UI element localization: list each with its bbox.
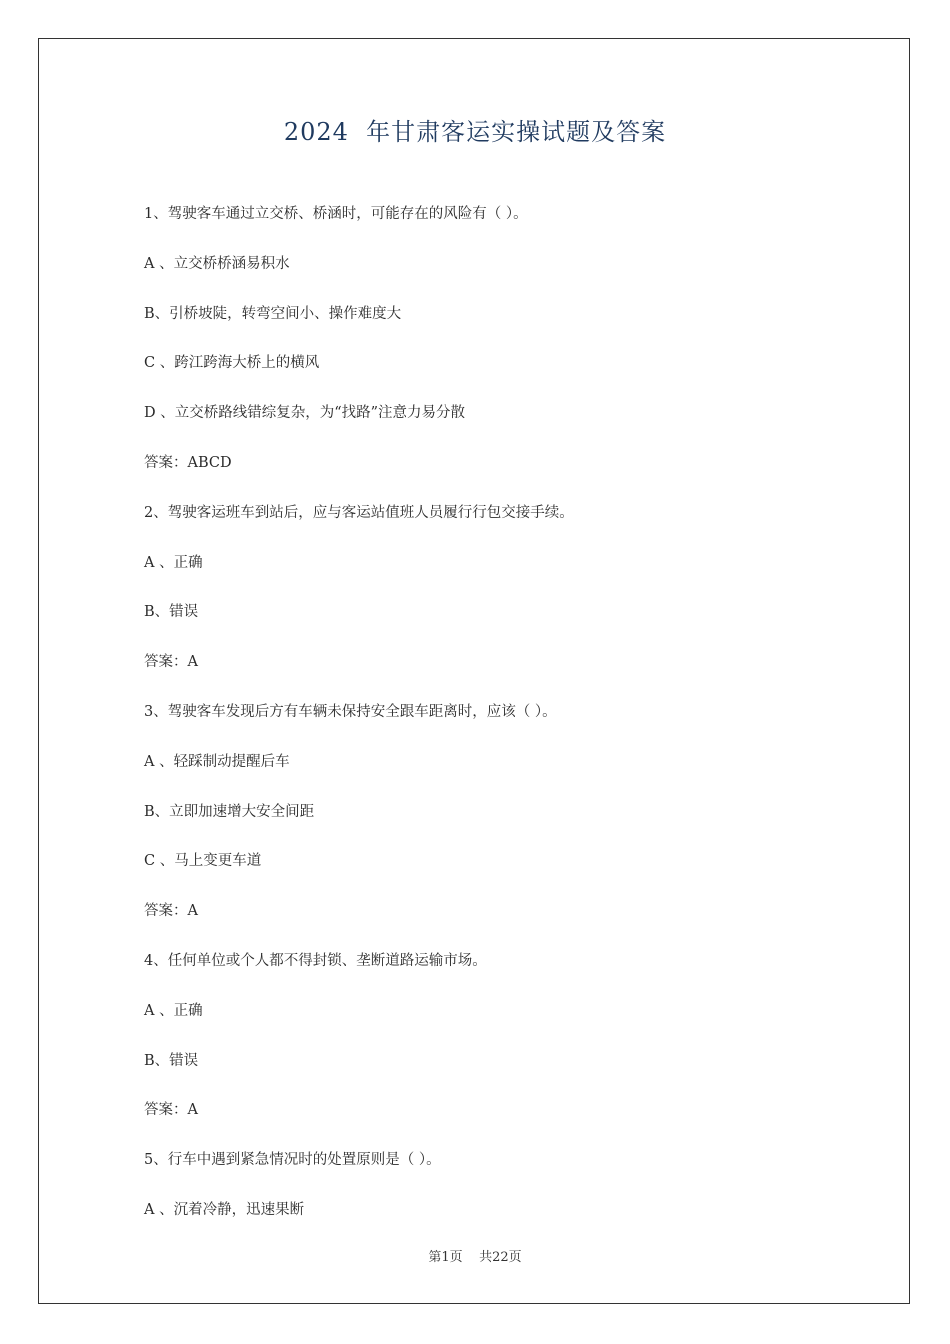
question-4-answer: 答案：A	[144, 1102, 198, 1119]
question-5: 5、行车中遇到紧急情况时的处置原则是（ ）。	[144, 1152, 441, 1169]
question-4-option-b: B、错误	[144, 1052, 199, 1069]
question-3-option-b: B、立即加速增大安全间距	[144, 803, 315, 820]
question-4-option-a: A 、正确	[144, 1002, 203, 1019]
question-1-answer: 答案：ABCD	[144, 454, 232, 471]
page-footer	[0, 1246, 950, 1265]
question-2-option-b: B、错误	[144, 604, 199, 621]
question-5-option-a: A 、沉着冷静，迅速果断	[144, 1201, 305, 1218]
question-4: 4、任何单位或个人都不得封锁、垄断道路运输市场。	[144, 952, 487, 969]
question-2-answer: 答案：A	[144, 654, 198, 671]
document-title: 2024 年甘肃客运实操试题及答案	[283, 118, 667, 146]
question-list	[144, 200, 844, 1246]
question-1-option-c: C 、跨江跨海大桥上的横风	[144, 355, 320, 372]
question-2-option-a: A 、正确	[144, 554, 203, 571]
page-number-total: 共22页	[479, 1250, 522, 1265]
question-1-option-b: B、引桥坡陡，转弯空间小、操作难度大	[144, 305, 402, 322]
question-3-option-a: A 、轻踩制动提醒后车	[144, 753, 290, 770]
page-number-current: 第1页	[428, 1250, 463, 1265]
question-3-option-c: C 、马上变更车道	[144, 853, 262, 870]
question-1-option-d: D 、立交桥路线错综复杂，为“找路”注意力易分散	[144, 405, 466, 422]
question-1-option-a: A 、立交桥桥涵易积水	[144, 255, 290, 272]
question-3-answer: 答案：A	[144, 903, 198, 920]
question-3: 3、驾驶客车发现后方有车辆未保持安全跟车距离时，应该（ ）。	[144, 703, 557, 720]
question-2: 2、驾驶客运班车到站后，应与客运站值班人员履行行包交接手续。	[144, 504, 574, 521]
question-1: 1、驾驶客车通过立交桥、桥涵时，可能存在的风险有（ ）。	[144, 206, 528, 222]
